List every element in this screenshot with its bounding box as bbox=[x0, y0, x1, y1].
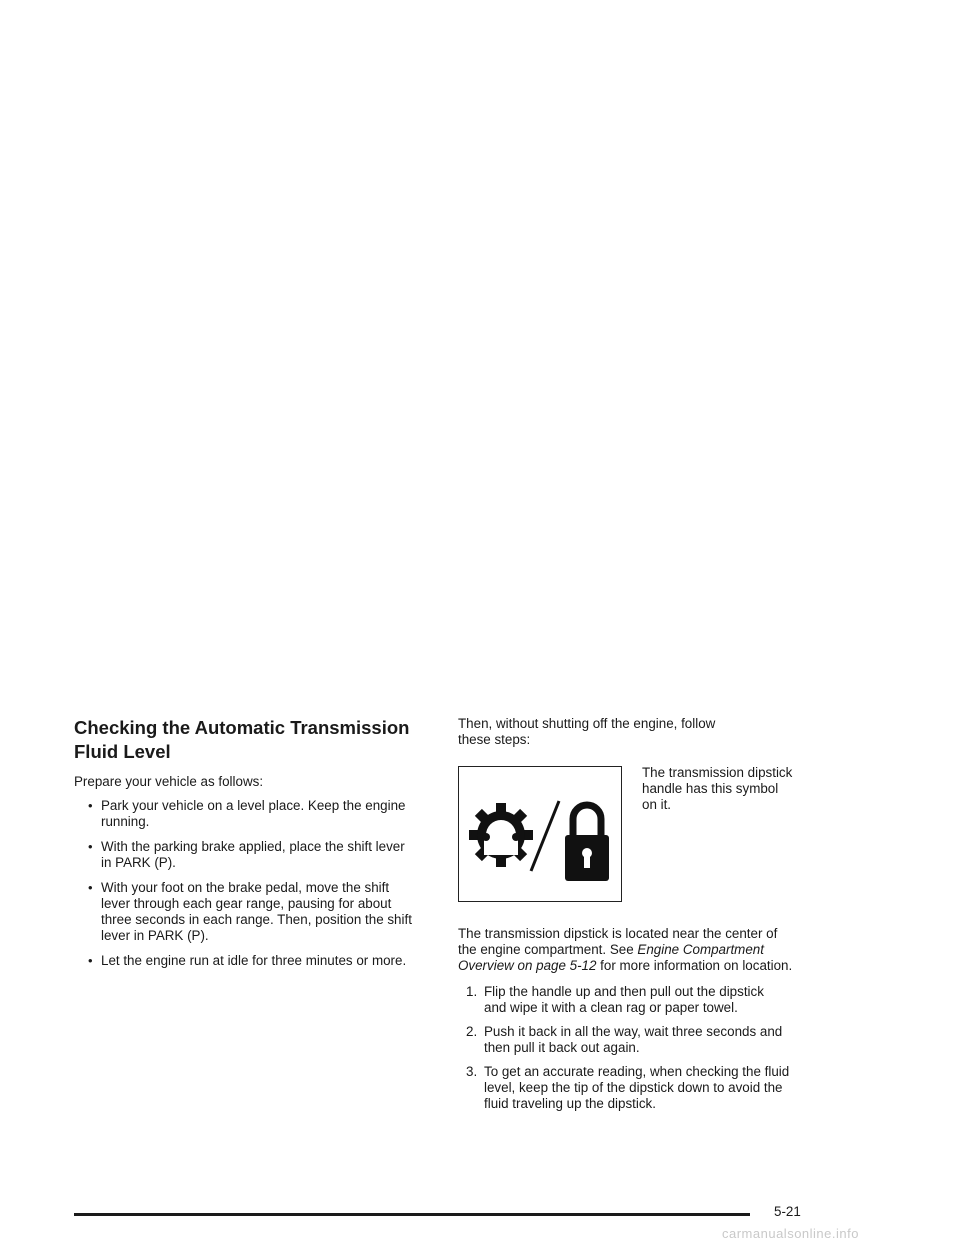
step-number: 1. bbox=[466, 984, 478, 999]
list-item: 2. Push it back in all the way, wait three seconds and then pull it back out again. bbox=[466, 1024, 783, 1055]
transmission-gear-lock-icon bbox=[458, 766, 622, 902]
symbol-row bbox=[458, 766, 850, 906]
list-item: 1. Flip the handle up and then pull out the dipstick and wipe it with a clean rag or paper towel. bbox=[466, 984, 764, 1015]
cross-reference-link[interactable]: Engine Compartment bbox=[637, 942, 764, 957]
list-item: 3. To get an accurate reading, when checking the fluid level, keep the tip of the dipstick down to avoid the fluid traveling up the dipstick. bbox=[466, 1064, 790, 1111]
page-number: 5-21 bbox=[774, 1204, 801, 1219]
section-heading bbox=[74, 716, 442, 764]
footer-rule bbox=[74, 1213, 750, 1216]
bullet-icon: • bbox=[88, 839, 93, 854]
cross-reference-link-page[interactable]: Overview on page 5-12 bbox=[458, 958, 597, 973]
right-column bbox=[458, 716, 850, 1120]
steps-lead: Then, without shutting off the engine, follow these steps: bbox=[458, 716, 716, 747]
list-item: • With your foot on the brake pedal, move the shift lever through each gear range, pausing for about three seconds in each range. Then, position the shift lever in PARK (P). bbox=[88, 880, 412, 943]
heading-line-1: Checking the Automatic Transmission bbox=[74, 717, 410, 738]
list-item: • Park your vehicle on a level place. Keep the engine running. bbox=[88, 798, 406, 829]
dipstick-location-text: The transmission dipstick is located near the center of the engine compartment. See Engine Compartment Overview on page 5-12 for more information on location. bbox=[458, 926, 793, 973]
step-number: 2. bbox=[466, 1024, 478, 1039]
step-number: 3. bbox=[466, 1064, 478, 1079]
list-item: • Let the engine run at idle for three minutes or more. bbox=[88, 953, 407, 968]
watermark: carmanualsonline.info bbox=[722, 1226, 859, 1241]
preparation-list bbox=[74, 798, 442, 969]
left-column bbox=[74, 716, 442, 978]
bullet-icon: • bbox=[88, 880, 93, 895]
list-item: • With the parking brake applied, place the shift lever in PARK (P). bbox=[88, 839, 405, 870]
bullet-icon: • bbox=[88, 953, 93, 968]
steps-list bbox=[458, 984, 850, 1112]
symbol-caption: The transmission dipstick handle has this symbol on it. bbox=[642, 765, 793, 812]
heading-line-2: Fluid Level bbox=[74, 741, 171, 762]
intro-text: Prepare your vehicle as follows: bbox=[74, 774, 264, 789]
bullet-icon: • bbox=[88, 798, 93, 813]
gear-lock-symbol bbox=[459, 767, 623, 903]
